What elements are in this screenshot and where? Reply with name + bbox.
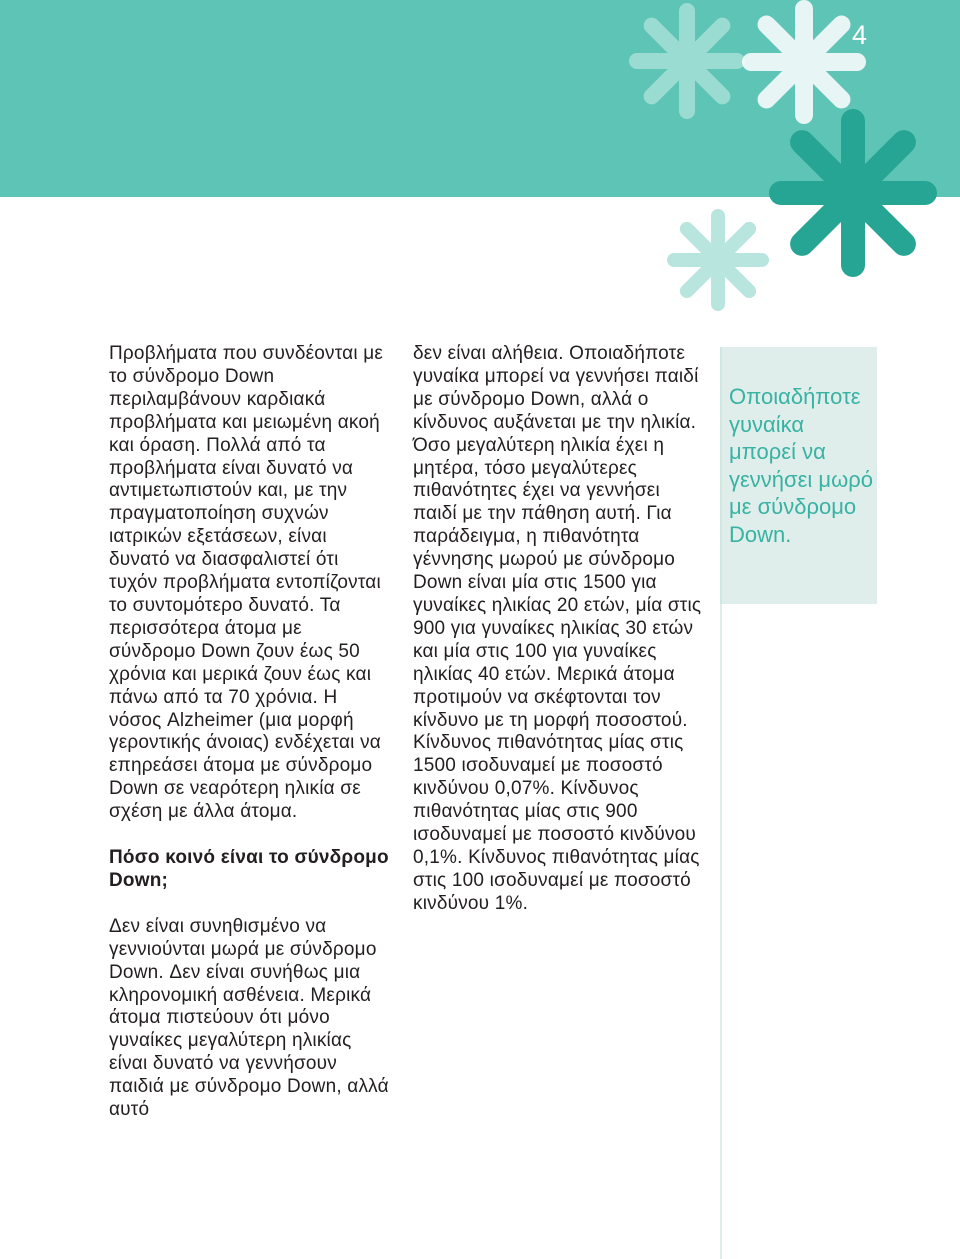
body-paragraph: Προβλήματα που συνδέονται με το σύνδρομο Down περιλαμβάνουν καρδιακά προβλήματα και μειωμένη ακοή και όραση. Πολλά από τα προβλήματα είναι δυνατό να αντιμετωπιστούν και, με την πραγματοποίηση συχνών ιατρικών εξετάσεων, είναι δυνατό να διασφαλιστεί ότι τυχόν προβλήματα εντοπίζονται το συντομότερο δυνατό. Τα περισσότερα άτομα με σύνδρομο Down ζουν έως 50 χρόνια και μερικά ζουν έως και πάνω από τα 70 χρόνια. Η νόσος Alzheimer (μια μορφή γεροντικής άνοιας) ενδέχεται να επηρεάσει άτομα με σύνδρομο Down σε νεαρότερη ηλικία σε σχέση με άλλα άτομα. [109, 343, 384, 823]
pull-quote-text: Οποιαδήποτε γυναίκα μπορεί να γεννήσει μωρό με σύνδρομο Down. [729, 384, 874, 547]
section-heading: Πόσο κοινό είναι το σύνδρομο Down; [109, 847, 389, 891]
text-column-middle [413, 343, 705, 916]
body-paragraph: δεν είναι αλήθεια. Οποιαδήποτε γυναίκα μπορεί να γεννήσει παιδί με σύνδρομο Down, αλλά ο κίνδυνος αυξάνεται με την ηλικία. Όσο μεγαλύτερη ηλικία έχει η μητέρα, τόσο μεγαλύτερες πιθανότητες έχει να γεννήσει παιδί με την πάθηση αυτή. Για παράδειγμα, η πιθανότητα γέννησης μωρού με σύνδρομο Down είναι μία στις 1500 για γυναίκες ηλικίας 20 ετών, μία στις 900 για γυναίκες ηλικίας 30 ετών και μία στις 100 για γυναίκες ηλικίας 40 ετών. Μερικά άτομα προτιμούν να σκέφτονται τον κίνδυνο με τη μορφή ποσοστού. Κίνδυνος πιθανότητας μίας στις 1500 ισοδυναμεί με ποσοστό κινδύνου 0,07%. Κίνδυνος πιθανότητας μίας στις 900 ισοδυναμεί με ποσοστό κινδύνου 0,1%. Κίνδυνος πιθανότητας μίας στις 100 ισοδυναμεί με ποσοστό κινδύνου 1%. [413, 343, 702, 914]
asterisk-flower-icon [768, 108, 938, 278]
asterisk-flower-icon [628, 2, 746, 120]
pull-quote-box [720, 347, 877, 604]
text-column-left [109, 343, 391, 1122]
page-number: 4 [852, 20, 868, 50]
sidebar-divider [720, 604, 722, 1259]
asterisk-flower-icon [666, 208, 770, 312]
body-paragraph: Δεν είναι συνηθισμένο να γεννιούνται μωρά με σύνδρομο Down. Δεν είναι συνήθως μια κληρονομική ασθένεια. Μερικά άτομα πιστεύουν ότι μόνο γυναίκες μεγαλύτερη ηλικίας είναι δυνατό να γεννήσουν παιδιά με σύνδρομο Down, αλλά αυτό [109, 915, 389, 1121]
